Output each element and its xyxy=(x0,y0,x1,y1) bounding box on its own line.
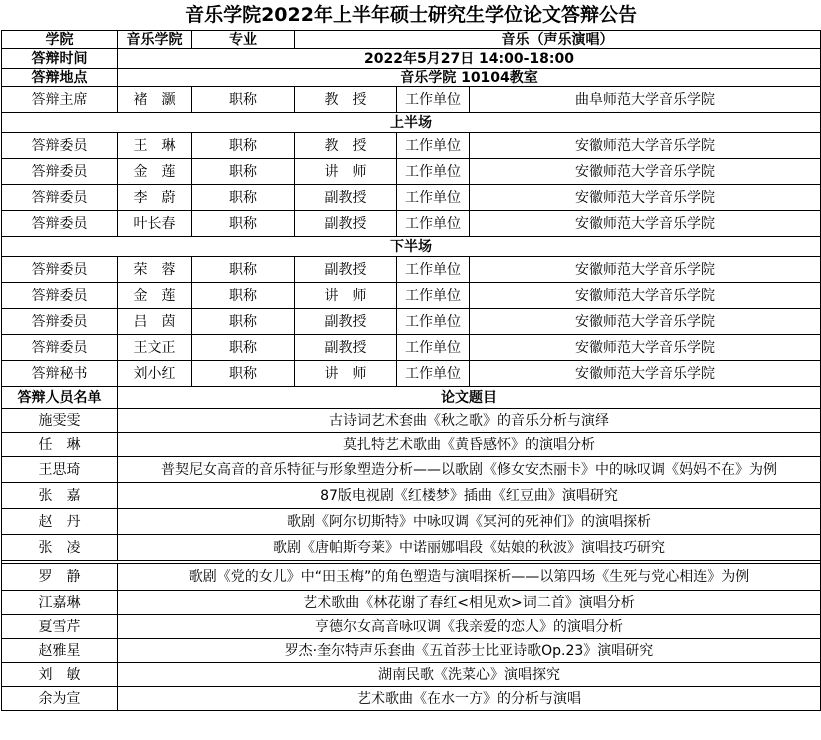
member-unit: 安徽师范大学音乐学院 xyxy=(470,133,821,159)
chair-row xyxy=(2,87,821,113)
member-title-label: 职称 xyxy=(192,361,295,387)
place-label: 答辩地点 xyxy=(2,69,118,87)
student-name: 刘 敏 xyxy=(2,663,118,687)
student-name-header: 答辩人员名单 xyxy=(2,387,118,409)
member-unit-label: 工作单位 xyxy=(397,211,470,237)
student-name: 罗 静 xyxy=(2,564,118,591)
member-title-label: 职称 xyxy=(192,211,295,237)
member-unit: 安徽师范大学音乐学院 xyxy=(470,257,821,283)
student-row xyxy=(2,483,821,509)
student-row xyxy=(2,535,821,561)
time-label: 答辩时间 xyxy=(2,49,118,69)
thesis-topic: 歌剧《唐帕斯夸莱》中诺丽娜唱段《姑娘的秋波》演唱技巧研究 xyxy=(118,535,821,561)
member-title-label: 职称 xyxy=(192,159,295,185)
place-row xyxy=(2,69,821,87)
member-unit: 安徽师范大学音乐学院 xyxy=(470,361,821,387)
member-title-label: 职称 xyxy=(192,335,295,361)
member-unit-label: 工作单位 xyxy=(397,159,470,185)
major-value: 音乐（声乐演唱） xyxy=(295,31,821,49)
member-name: 刘小红 xyxy=(118,361,192,387)
thesis-topic: 亨德尔女高音咏叹调《我亲爱的恋人》的演唱分析 xyxy=(118,615,821,639)
student-row xyxy=(2,687,821,711)
member-title: 副教授 xyxy=(295,211,397,237)
major-label: 专业 xyxy=(192,31,295,49)
member-name: 吕 茵 xyxy=(118,309,192,335)
member-role: 答辩委员 xyxy=(2,335,118,361)
member-title: 副教授 xyxy=(295,335,397,361)
member-title-label: 职称 xyxy=(192,309,295,335)
member-name: 李 蔚 xyxy=(118,185,192,211)
student-row xyxy=(2,509,821,535)
member-row xyxy=(2,159,821,185)
student-name: 任 琳 xyxy=(2,433,118,457)
student-name: 江嘉琳 xyxy=(2,591,118,615)
member-role: 答辩委员 xyxy=(2,309,118,335)
member-role: 答辩秘书 xyxy=(2,361,118,387)
topic-header: 论文题目 xyxy=(118,387,821,409)
member-unit: 安徽师范大学音乐学院 xyxy=(470,283,821,309)
college-label: 学院 xyxy=(2,31,118,49)
thesis-topic: 湖南民歌《洗菜心》演唱探究 xyxy=(118,663,821,687)
student-name: 赵 丹 xyxy=(2,509,118,535)
chair-title-label: 职称 xyxy=(192,87,295,113)
second-half-heading: 下半场 xyxy=(2,237,821,257)
section-row xyxy=(2,237,821,257)
member-name: 王文正 xyxy=(118,335,192,361)
thesis-topic: 87版电视剧《红楼梦》插曲《红豆曲》演唱研究 xyxy=(118,483,821,509)
chair-role: 答辩主席 xyxy=(2,87,118,113)
member-role: 答辩委员 xyxy=(2,133,118,159)
chair-unit-label: 工作单位 xyxy=(397,87,470,113)
student-row xyxy=(2,639,821,663)
member-unit: 安徽师范大学音乐学院 xyxy=(470,185,821,211)
member-title: 教 授 xyxy=(295,133,397,159)
member-role: 答辩委员 xyxy=(2,283,118,309)
student-name: 施雯雯 xyxy=(2,409,118,433)
member-title-label: 职称 xyxy=(192,133,295,159)
thesis-topic: 罗杰·奎尔特声乐套曲《五首莎士比亚诗歌Op.23》演唱研究 xyxy=(118,639,821,663)
member-row xyxy=(2,257,821,283)
student-row xyxy=(2,409,821,433)
member-name: 叶长春 xyxy=(118,211,192,237)
member-unit: 安徽师范大学音乐学院 xyxy=(470,309,821,335)
section-row xyxy=(2,113,821,133)
member-unit-label: 工作单位 xyxy=(397,133,470,159)
member-unit: 安徽师范大学音乐学院 xyxy=(470,159,821,185)
time-row xyxy=(2,49,821,69)
student-name: 赵雅星 xyxy=(2,639,118,663)
member-title: 讲 师 xyxy=(295,361,397,387)
member-row xyxy=(2,185,821,211)
chair-unit: 曲阜师范大学音乐学院 xyxy=(470,87,821,113)
list-header-row xyxy=(2,387,821,409)
student-row xyxy=(2,663,821,687)
member-title: 副教授 xyxy=(295,309,397,335)
member-unit-label: 工作单位 xyxy=(397,185,470,211)
student-row xyxy=(2,591,821,615)
member-title-label: 职称 xyxy=(192,283,295,309)
member-role: 答辩委员 xyxy=(2,185,118,211)
place-value: 音乐学院 10104教室 xyxy=(118,69,821,87)
student-row xyxy=(2,615,821,639)
chair-name: 褚 灏 xyxy=(118,87,192,113)
member-row xyxy=(2,335,821,361)
thesis-topic: 普契尼女高音的音乐特征与形象塑造分析——以歌剧《修女安杰丽卡》中的咏叹调《妈妈不在》为例 xyxy=(118,457,821,483)
page-title: 音乐学院2022年上半年硕士研究生学位论文答辩公告 xyxy=(185,4,637,26)
thesis-topic: 歌剧《党的女儿》中“田玉梅”的角色塑造与演唱探析——以第四场《生死与党心相连》为例 xyxy=(118,564,821,591)
student-name: 张 凌 xyxy=(2,535,118,561)
member-unit: 安徽师范大学音乐学院 xyxy=(470,211,821,237)
member-row xyxy=(2,133,821,159)
thesis-topic: 艺术歌曲《林花谢了春红<相见欢>词二首》演唱分析 xyxy=(118,591,821,615)
college-value: 音乐学院 xyxy=(118,31,192,49)
student-name: 王思琦 xyxy=(2,457,118,483)
member-name: 王 琳 xyxy=(118,133,192,159)
member-role: 答辩委员 xyxy=(2,211,118,237)
member-title-label: 职称 xyxy=(192,257,295,283)
member-unit-label: 工作单位 xyxy=(397,361,470,387)
member-name: 金 莲 xyxy=(118,283,192,309)
title-row xyxy=(2,0,821,31)
member-unit-label: 工作单位 xyxy=(397,257,470,283)
defense-announcement-table xyxy=(1,0,821,711)
chair-title: 教 授 xyxy=(295,87,397,113)
member-row xyxy=(2,283,821,309)
member-name: 荣 蓉 xyxy=(118,257,192,283)
member-unit-label: 工作单位 xyxy=(397,309,470,335)
student-name: 张 嘉 xyxy=(2,483,118,509)
member-title: 副教授 xyxy=(295,257,397,283)
thesis-topic: 歌剧《阿尔切斯特》中咏叹调《冥河的死神们》的演唱探析 xyxy=(118,509,821,535)
member-unit: 安徽师范大学音乐学院 xyxy=(470,335,821,361)
thesis-topic: 莫扎特艺术歌曲《黄昏感怀》的演唱分析 xyxy=(118,433,821,457)
member-title: 副教授 xyxy=(295,185,397,211)
student-row xyxy=(2,433,821,457)
header-row xyxy=(2,31,821,49)
student-name: 余为宣 xyxy=(2,687,118,711)
member-row xyxy=(2,361,821,387)
student-name: 夏雪芹 xyxy=(2,615,118,639)
member-role: 答辩委员 xyxy=(2,159,118,185)
time-value: 2022年5月27日 14:00-18:00 xyxy=(118,49,821,69)
member-row xyxy=(2,211,821,237)
first-half-heading: 上半场 xyxy=(2,113,821,133)
member-title-label: 职称 xyxy=(192,185,295,211)
student-row xyxy=(2,564,821,591)
member-name: 金 莲 xyxy=(118,159,192,185)
member-row xyxy=(2,309,821,335)
thesis-topic: 古诗词艺术套曲《秋之歌》的音乐分析与演绎 xyxy=(118,409,821,433)
member-unit-label: 工作单位 xyxy=(397,335,470,361)
thesis-topic: 艺术歌曲《在水一方》的分析与演唱 xyxy=(118,687,821,711)
member-title: 讲 师 xyxy=(295,159,397,185)
member-role: 答辩委员 xyxy=(2,257,118,283)
member-title: 讲 师 xyxy=(295,283,397,309)
student-row xyxy=(2,457,821,483)
member-unit-label: 工作单位 xyxy=(397,283,470,309)
